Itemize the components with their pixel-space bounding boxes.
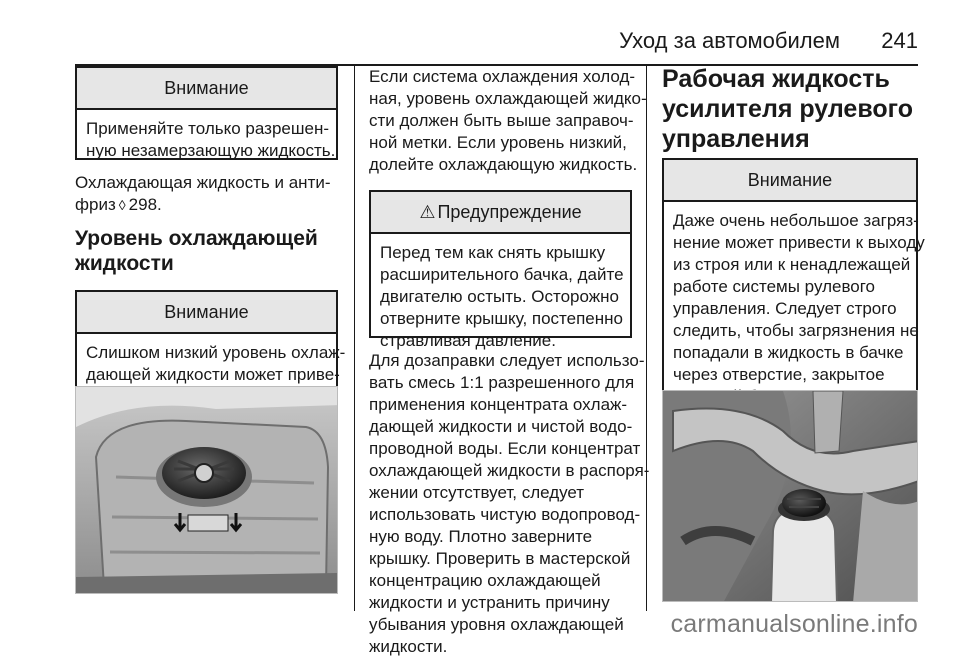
text-line: отверните крышку, постепенно [380,309,623,328]
heading-line: Уровень охлаждающей [75,227,318,250]
text-line: следить, чтобы загрязнения не [673,321,919,340]
text-line: сти должен быть выше заправоч- [369,111,634,130]
heading-line: усилителя рулевого [662,95,914,123]
text-line: управления. Следует строго [673,299,897,318]
notice-box-fluid [75,66,338,160]
text-line: ной метки. Если уровень низкий, [369,133,627,152]
heading-line: жидкости [75,252,174,275]
column-middle [369,66,650,658]
text-line: использовать чистую водопровод- [369,505,641,524]
coolant-level-paragraph [369,66,647,176]
text-line: дающей жидкости и чистой водо- [369,417,633,436]
text-line: стравливая давление. [380,331,556,350]
text-line: Для дозаправки следует использо- [369,351,645,370]
coolant-reservoir-illustration [76,387,338,594]
text-line: Перед тем как снять крышку [380,243,606,262]
caution-title-text: Предупреждение [437,201,582,222]
steering-reservoir-photo [662,390,918,602]
warning-triangle-icon: ⚠ [419,201,436,222]
page-ref-icon: ◊ [118,197,126,213]
text-line: крышку. Проверить в мастерской [369,549,631,568]
text-line: Охлаждающая жидкость и анти- [75,173,331,192]
text-line: жидкости и устранить причину [369,593,610,612]
text-line: через отверстие, закрытое [673,365,885,384]
text-line: нение может привести к выходу [673,233,925,252]
heading-line: Рабочая жидкость [662,65,890,93]
text-line: Даже очень небольшое загряз- [673,211,919,230]
text-line: вать смесь 1:1 разрешенного для [369,373,635,392]
text-line: жении отсутствует, следует [369,483,585,502]
column-right [662,65,925,394]
text-line: Применяйте только разрешен- [86,119,329,138]
text-line: Если система охлаждения холод- [369,67,636,86]
notice-box-title: Внимание [77,68,336,110]
refill-paragraph [369,350,650,658]
steering-reservoir-illustration [663,391,918,602]
text-line: двигателю остыть. Осторожно [380,287,619,306]
text-line: концентрацию охлаждающей [369,571,601,590]
page-header [75,22,918,66]
text-line: дающей жидкости может приве- [86,365,340,384]
section-title: Уход за автомобилем [619,28,840,53]
text-line: ную незамерзающую жидкость. [86,141,336,160]
caution-box [369,190,632,350]
caution-box-title [371,192,630,234]
text-line: охлаждающей жидкости в распоря- [369,461,650,480]
page-ref[interactable]: 298. [128,195,162,214]
text-line: из строя или к ненадлежащей [673,255,911,274]
text-line [75,194,338,216]
notice-box-steering [662,158,925,394]
notice-box-body [77,110,336,171]
column-divider [646,66,647,611]
coolant-level-heading [75,226,338,276]
page-number: 241 [881,28,918,53]
text-line: Слишком низкий уровень охлаж- [86,343,346,362]
watermark-text: carmanualsonline.info [670,610,918,638]
text-line: ная, уровень охлаждающей жидко- [369,89,647,108]
notice-box-coolant [75,290,346,398]
text-line: проводной воды. Если концентрат [369,439,641,458]
column-left [75,66,346,398]
text-line: убывания уровня охлаждающей [369,615,624,634]
antifreeze-paragraph [75,172,338,216]
caution-box-body [371,234,630,361]
ref-text: фриз [75,195,116,214]
text-line: работе системы рулевого [673,277,876,296]
heading-line: управления [662,125,810,153]
text-line: жидкости. [369,637,448,656]
notice-box-title: Внимание [77,292,336,334]
column-divider [354,66,355,611]
coolant-reservoir-photo [75,386,338,594]
text-line: применения концентрата охлаж- [369,395,628,414]
power-steering-heading [662,64,918,154]
text-line: ную воду. Плотно заверните [369,527,593,546]
notice-box-title: Внимание [664,160,916,202]
text-line: расширительного бачка, дайте [380,265,624,284]
text-line: попадали в жидкость в бачке [673,343,904,362]
text-line: долейте охлаждающую жидкость. [369,155,638,174]
